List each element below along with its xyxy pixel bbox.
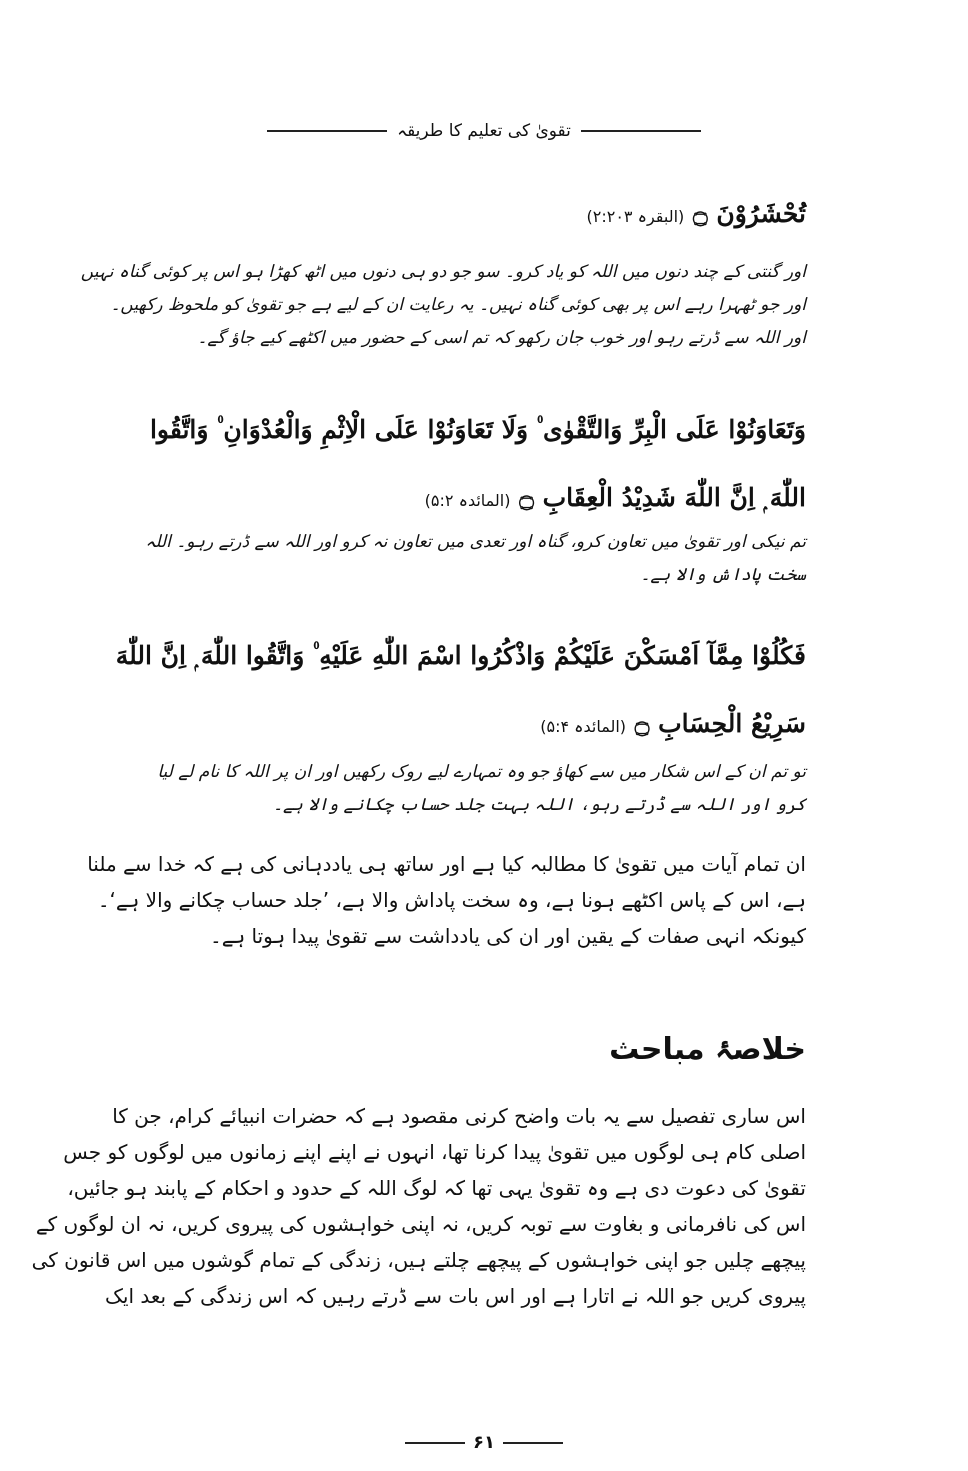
verse-3-reference: (المائدہ ۵:۴): [540, 717, 627, 736]
paragraph-line: اس کی نافرمانی و بغاوت سے توبہ کریں، نہ اپنی خواہشوں کی پیروی کریں، نہ ان لوگوں کے: [35, 1212, 806, 1236]
paragraph-line: تقویٰ کی دعوت دی ہے وہ تقویٰ یہی تھا کہ لوگ اللہ کے حدود و احکام کے پابند ہو جائیں،: [67, 1176, 806, 1200]
header-title: تقویٰ کی تعلیم کا طریقہ: [397, 121, 571, 141]
running-header: [0, 120, 968, 141]
paragraph-2: [31, 1098, 806, 1314]
translation-line: کرو اور اللہ سے ڈرتے رہو، اللہ بہت جلد حساب چکانے والا ہے۔: [272, 795, 806, 815]
footer-rule-right: [503, 1442, 563, 1444]
verse-3: [115, 622, 806, 761]
verse-3-line-2: سَرِيْعُ الْحِسَابِ ۝: [634, 709, 806, 738]
translation-line: اور گنتی کے چند دنوں میں اللہ کو یاد کرو۔ سو جو دو ہی دنوں میں اٹھ کھڑا ہو اس پر کوئی گناہ نہیں: [80, 262, 806, 282]
verse-1-reference: (البقرہ ۲:۲۰۳): [586, 207, 685, 226]
translation-1: [80, 256, 806, 355]
verse-2-line-2: اللّٰهَ ۭ اِنَّ اللّٰهَ شَدِيْدُ الْعِقَابِ ۝: [519, 483, 806, 512]
translation-2: [145, 526, 806, 592]
translation-line: سخت پاداش والا ہے۔: [640, 565, 806, 585]
section-heading: خلاصۂ مباحث: [609, 1032, 806, 1067]
verse-1-text: تُحْشَرُوْنَ ۝: [693, 199, 806, 228]
paragraph-1: [87, 846, 806, 954]
verse-3-line-1: فَكُلُوْا مِمَّآ اَمْسَكْنَ عَلَيْكُمْ وَاذْكُرُوا اسْمَ اللّٰهِ عَلَيْهِ ۠ وَاتَّقُوا اللّٰهَ ۭ اِنَّ اللّٰهَ: [115, 641, 806, 670]
paragraph-line: اس ساری تفصیل سے یہ بات واضح کرنی مقصود ہے کہ حضرات انبیائے کرام، جن کا: [112, 1104, 806, 1128]
verse-2: [149, 396, 806, 535]
verse-1: [156, 180, 806, 251]
translation-line: تم نیکی اور تقویٰ میں تعاون کرو، گناہ اور تعدی میں تعاون نہ کرو اور اللہ سے ڈرتے رہو۔ اللہ: [145, 532, 806, 552]
header-rule-right: [581, 130, 701, 132]
verse-2-line-1: وَتَعَاوَنُوْا عَلَى الْبِرِّ وَالتَّقْوٰى ۠ وَلَا تَعَاوَنُوْا عَلَى الْاِثْمِ وَالْعُدْوَانِ ۠ وَاتَّقُوا: [149, 415, 806, 444]
paragraph-line: اصلی کام ہی لوگوں میں تقویٰ پیدا کرنا تھا، انہوں نے اپنے اپنے زمانوں میں لوگوں کو جس: [63, 1140, 806, 1164]
translation-line: تو تم ان کے اس شکار میں سے کھاؤ جو وہ تمہارے لیے روک رکھیں اور ان پر اللہ کا نام لے لیا: [157, 762, 806, 782]
translation-line: اور اللہ سے ڈرتے رہو اور خوب جان رکھو کہ تم اسی کے حضور میں اکٹھے کیے جاؤ گے۔: [197, 328, 806, 348]
paragraph-line: پیچھے چلیں جو اپنی خواہشوں کے پیچھے چلتے ہیں، زندگی کے تمام گوشوں میں اس قانون کی: [31, 1248, 806, 1272]
verse-2-reference: (المائدہ ۵:۲): [424, 491, 511, 510]
paragraph-line: ان تمام آیات میں تقویٰ کا مطالبہ کیا ہے اور ساتھ ہی یاددہانی کی ہے کہ خدا سے ملنا: [87, 852, 806, 876]
header-rule-left: [267, 130, 387, 132]
page-number: ۶۱: [473, 1432, 495, 1453]
page-footer: [0, 1432, 968, 1453]
paragraph-line: ہے، اس کے پاس اکٹھے ہونا ہے، وہ سخت پاداش والا ہے، ’جلد حساب چکانے والا ہے‘۔: [97, 888, 806, 912]
paragraph-line: کیونکہ انہی صفات کے یقین اور ان کی یادداشت سے تقویٰ پیدا ہوتا ہے۔: [210, 924, 806, 948]
translation-line: اور جو ٹھہرا رہے اس پر بھی کوئی گناہ نہیں۔ یہ رعایت ان کے لیے ہے جو تقویٰ کو ملحوظ رکھیں۔: [110, 295, 806, 315]
paragraph-line: پیروی کریں جو اللہ نے اتارا ہے اور اس بات سے ڈرتے رہیں کہ اس زندگی کے بعد ایک: [105, 1284, 806, 1308]
translation-3: [156, 756, 806, 822]
footer-rule-left: [405, 1442, 465, 1444]
